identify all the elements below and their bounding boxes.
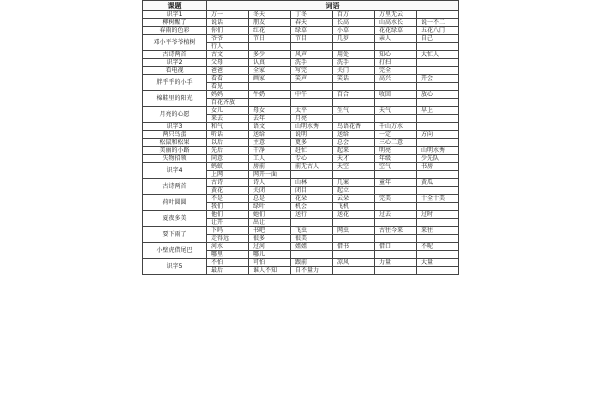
- word-cell: 几案: [333, 179, 375, 187]
- word-cell: 父母: [207, 59, 249, 67]
- word-cell: 大量: [417, 259, 459, 267]
- word-cell: 姐姐: [291, 243, 333, 251]
- word-cell: [375, 43, 417, 51]
- table-row: [143, 19, 459, 27]
- word-cell: 先后: [207, 147, 249, 155]
- table-row: [143, 59, 459, 67]
- vocabulary-table: [142, 0, 459, 275]
- lesson-title: 松鼠和松果: [143, 139, 207, 147]
- lesson-title: 美丽的小路: [143, 147, 207, 155]
- word-cell: [417, 99, 459, 107]
- lesson-title: 荷叶圆圆: [143, 195, 207, 211]
- word-cell: 去年: [249, 115, 291, 123]
- word-cell: 工人: [249, 155, 291, 163]
- word-cell: [291, 219, 333, 227]
- word-cell: 网开一面: [249, 171, 291, 179]
- lesson-title: 夏夜多美: [143, 211, 207, 227]
- word-cell: [291, 43, 333, 51]
- word-cell: 明亮: [375, 147, 417, 155]
- word-cell: 绿草: [291, 27, 333, 35]
- lesson-title: 识字5: [143, 259, 207, 275]
- word-cell: 主意: [249, 139, 291, 147]
- word-cell: 听话: [207, 131, 249, 139]
- word-cell: 山明水秀: [291, 123, 333, 131]
- lesson-title: 要下雨了: [143, 227, 207, 243]
- word-cell: 知心: [375, 51, 417, 59]
- word-cell: 蚂蚁: [207, 163, 249, 171]
- word-cell: 洗手: [291, 59, 333, 67]
- word-cell: 长高: [333, 19, 375, 27]
- word-cell: [417, 187, 459, 195]
- word-cell: [333, 99, 375, 107]
- word-cell: 花朵: [291, 195, 333, 203]
- word-cell: 起来: [333, 147, 375, 155]
- word-cell: [417, 203, 459, 211]
- header-lesson: 课题: [143, 1, 207, 11]
- word-cell: 妈妈: [207, 91, 249, 99]
- lesson-title: 识字2: [143, 59, 207, 67]
- word-cell: 古往今来: [375, 227, 417, 235]
- word-cell: 春天: [291, 19, 333, 27]
- word-cell: 女儿: [207, 107, 249, 115]
- word-cell: 飞虫: [291, 227, 333, 235]
- table-row: [143, 51, 459, 59]
- word-cell: 空气: [375, 163, 417, 171]
- word-cell: 干净: [249, 147, 291, 155]
- word-cell: 笑声: [291, 75, 333, 83]
- lesson-title: 古诗两首: [143, 51, 207, 59]
- word-cell: 红花: [249, 27, 291, 35]
- lesson-title: 胖乎乎的小手: [143, 75, 207, 91]
- lesson-title: 看电视: [143, 67, 207, 75]
- word-cell: 万里无云: [375, 11, 417, 19]
- word-cell: [375, 203, 417, 211]
- word-cell: 关闭: [249, 187, 291, 195]
- table-row: [143, 123, 459, 131]
- word-cell: [375, 235, 417, 243]
- table-row: [143, 35, 459, 43]
- header-words: 词语: [207, 1, 459, 11]
- lesson-title: 两只鸟蛋: [143, 131, 207, 139]
- word-cell: 少先队: [417, 155, 459, 163]
- lesson-title: 识字1: [143, 11, 207, 19]
- word-cell: 古文: [207, 51, 249, 59]
- word-cell: 不是: [207, 195, 249, 203]
- word-cell: [291, 171, 333, 179]
- word-cell: [291, 251, 333, 259]
- word-cell: 黄花: [207, 187, 249, 195]
- word-cell: 笑话: [333, 75, 375, 83]
- word-cell: [375, 171, 417, 179]
- word-cell: 几岁: [333, 35, 375, 43]
- word-cell: 牛奶: [249, 91, 291, 99]
- word-cell: 说话: [207, 19, 249, 27]
- word-cell: [417, 139, 459, 147]
- word-cell: 说明: [291, 131, 333, 139]
- word-cell: 百花齐放: [207, 99, 249, 107]
- word-cell: 过去: [375, 211, 417, 219]
- word-cell: 她们: [249, 211, 291, 219]
- lesson-title: 柳树醒了: [143, 19, 207, 27]
- word-cell: 生气: [333, 107, 375, 115]
- word-cell: 天才: [333, 155, 375, 163]
- table-row: [143, 155, 459, 163]
- word-cell: 中午: [291, 91, 333, 99]
- word-cell: 母女: [249, 107, 291, 115]
- word-cell: [333, 171, 375, 179]
- word-cell: 认真: [249, 59, 291, 67]
- word-cell: 借书: [333, 243, 375, 251]
- table-row: [143, 147, 459, 155]
- word-cell: 画家: [249, 75, 291, 83]
- lesson-title: 邓小平爷爷植树: [143, 35, 207, 51]
- table-row: [143, 259, 459, 267]
- word-cell: 早上: [417, 107, 459, 115]
- word-cell: 送花: [333, 211, 375, 219]
- header-row: [143, 1, 459, 11]
- word-cell: 跟前: [291, 259, 333, 267]
- word-cell: [417, 171, 459, 179]
- word-cell: 来去: [207, 115, 249, 123]
- word-cell: 黄瓜: [417, 179, 459, 187]
- word-cell: [249, 43, 291, 51]
- word-cell: 上网: [207, 171, 249, 179]
- lesson-title: 棉鞋里的阳光: [143, 91, 207, 107]
- word-cell: 山明水秀: [417, 147, 459, 155]
- word-cell: 天气: [375, 107, 417, 115]
- word-cell: 同意: [207, 155, 249, 163]
- word-cell: 网虫: [333, 227, 375, 235]
- word-cell: 房前: [249, 163, 291, 171]
- word-cell: [417, 235, 459, 243]
- word-cell: [417, 59, 459, 67]
- word-cell: [375, 187, 417, 195]
- word-cell: 关门: [333, 67, 375, 75]
- word-cell: 走得远: [207, 235, 249, 243]
- word-cell: 我们: [207, 203, 249, 211]
- word-cell: 爷爷: [207, 35, 249, 43]
- word-cell: 总会: [333, 139, 375, 147]
- word-cell: 百合: [333, 91, 375, 99]
- word-cell: 云朵: [333, 195, 375, 203]
- word-cell: 多少: [249, 51, 291, 59]
- word-cell: 闭目: [291, 187, 333, 195]
- lesson-title: 识字4: [143, 163, 207, 179]
- word-cell: 赶忙: [291, 147, 333, 155]
- word-cell: [249, 99, 291, 107]
- table-row: [143, 227, 459, 235]
- table-row: [143, 195, 459, 203]
- word-cell: 朋友: [249, 19, 291, 27]
- table-row: [143, 27, 459, 35]
- word-cell: 山林: [291, 179, 333, 187]
- word-cell: 谁人不知: [249, 267, 291, 275]
- word-cell: 鸟语花香: [333, 123, 375, 131]
- word-cell: [333, 43, 375, 51]
- lesson-title: 小壁虎借尾巴: [143, 243, 207, 259]
- word-cell: 爸爸: [207, 67, 249, 75]
- word-cell: [417, 67, 459, 75]
- word-cell: 洗手: [333, 59, 375, 67]
- word-cell: 总是: [249, 195, 291, 203]
- word-cell: 说一不二: [417, 19, 459, 27]
- word-cell: 不怕: [207, 259, 249, 267]
- word-cell: [333, 83, 375, 91]
- word-cell: 万一: [207, 11, 249, 19]
- table-row: [143, 91, 459, 99]
- table-body: [143, 11, 459, 275]
- word-cell: [417, 219, 459, 227]
- word-cell: 下吗: [207, 227, 249, 235]
- word-cell: 和气: [207, 123, 249, 131]
- table-row: [143, 11, 459, 19]
- table-row: [143, 139, 459, 147]
- word-cell: 送行: [291, 211, 333, 219]
- word-cell: 百万: [333, 11, 375, 19]
- word-cell: 放心: [417, 91, 459, 99]
- word-cell: 哪里: [207, 251, 249, 259]
- word-cell: 三心二意: [375, 139, 417, 147]
- word-cell: 书房: [417, 163, 459, 171]
- word-cell: 不呢: [417, 243, 459, 251]
- word-cell: 起立: [333, 187, 375, 195]
- word-cell: [249, 83, 291, 91]
- word-cell: 完全: [375, 67, 417, 75]
- word-cell: 山高水长: [375, 19, 417, 27]
- word-cell: 送给: [333, 131, 375, 139]
- lesson-title: 古诗两首: [143, 179, 207, 195]
- word-cell: [333, 115, 375, 123]
- word-cell: 童年: [375, 179, 417, 187]
- word-cell: 年级: [375, 155, 417, 163]
- word-cell: [333, 251, 375, 259]
- lesson-title: 识字3: [143, 123, 207, 131]
- word-cell: 凉风: [333, 259, 375, 267]
- table-row: [143, 211, 459, 219]
- word-cell: 飞机: [333, 203, 375, 211]
- word-cell: 看看: [207, 75, 249, 83]
- word-cell: 力量: [375, 259, 417, 267]
- word-cell: 语文: [249, 123, 291, 131]
- word-cell: [375, 83, 417, 91]
- table-row: [143, 131, 459, 139]
- word-cell: 千山万水: [375, 123, 417, 131]
- word-cell: 前无古人: [291, 163, 333, 171]
- word-cell: [291, 83, 333, 91]
- word-cell: [333, 219, 375, 227]
- word-cell: [375, 115, 417, 123]
- table-row: [143, 67, 459, 75]
- word-cell: 月亮: [291, 115, 333, 123]
- word-cell: 节目: [291, 35, 333, 43]
- word-cell: 完美: [375, 195, 417, 203]
- word-cell: 大忙人: [417, 51, 459, 59]
- word-cell: 方向: [417, 131, 459, 139]
- word-cell: [375, 251, 417, 259]
- word-cell: 五花八门: [417, 27, 459, 35]
- word-cell: 河水: [207, 243, 249, 251]
- word-cell: [417, 43, 459, 51]
- word-cell: 借口: [375, 243, 417, 251]
- word-cell: [417, 123, 459, 131]
- word-cell: [417, 11, 459, 19]
- word-cell: 看见: [207, 83, 249, 91]
- word-cell: 开会: [417, 75, 459, 83]
- word-cell: 可怕: [249, 259, 291, 267]
- word-cell: 自不量力: [291, 267, 333, 275]
- word-cell: [333, 267, 375, 275]
- word-cell: [333, 235, 375, 243]
- word-cell: 风声: [291, 51, 333, 59]
- table-row: [143, 75, 459, 83]
- table-row: [143, 179, 459, 187]
- word-cell: 写完: [291, 67, 333, 75]
- word-cell: 让开: [207, 219, 249, 227]
- word-cell: 诗人: [249, 179, 291, 187]
- word-cell: 全家: [249, 67, 291, 75]
- word-cell: 机会: [291, 203, 333, 211]
- word-cell: 出让: [249, 219, 291, 227]
- word-cell: 绿叶: [249, 203, 291, 211]
- word-cell: [375, 99, 417, 107]
- word-cell: 一定: [375, 131, 417, 139]
- word-cell: 很美: [291, 235, 333, 243]
- word-cell: 哪儿: [249, 251, 291, 259]
- word-cell: 你们: [207, 27, 249, 35]
- word-cell: 过河: [249, 243, 291, 251]
- word-cell: 用处: [333, 51, 375, 59]
- table-row: [143, 107, 459, 115]
- table-row: [143, 163, 459, 171]
- word-cell: [417, 267, 459, 275]
- word-cell: 最后: [207, 267, 249, 275]
- word-cell: 冬天: [249, 11, 291, 19]
- word-cell: 自己: [417, 35, 459, 43]
- word-cell: 专心: [291, 155, 333, 163]
- word-cell: 以后: [207, 139, 249, 147]
- word-cell: 他们: [207, 211, 249, 219]
- vocabulary-sheet: [142, 0, 458, 400]
- word-cell: 丁冬: [291, 11, 333, 19]
- word-cell: 花花绿草: [375, 27, 417, 35]
- lesson-title: 月亮的心愿: [143, 107, 207, 123]
- word-cell: [291, 99, 333, 107]
- word-cell: 更多: [291, 139, 333, 147]
- word-cell: [375, 219, 417, 227]
- word-cell: 天空: [333, 163, 375, 171]
- word-cell: [417, 83, 459, 91]
- word-cell: 行人: [207, 43, 249, 51]
- lesson-title: 失物招领: [143, 155, 207, 163]
- word-cell: 送给: [249, 131, 291, 139]
- word-cell: 小草: [333, 27, 375, 35]
- word-cell: 收回: [375, 91, 417, 99]
- table-row: [143, 243, 459, 251]
- word-cell: [417, 251, 459, 259]
- word-cell: 过时: [417, 211, 459, 219]
- word-cell: 亲人: [375, 35, 417, 43]
- word-cell: 古诗: [207, 179, 249, 187]
- word-cell: [417, 115, 459, 123]
- word-cell: 十全十美: [417, 195, 459, 203]
- word-cell: 来往: [417, 227, 459, 235]
- word-cell: [375, 267, 417, 275]
- word-cell: 太平: [291, 107, 333, 115]
- word-cell: 高兴: [375, 75, 417, 83]
- lesson-title: 春雨的色彩: [143, 27, 207, 35]
- word-cell: 打扫: [375, 59, 417, 67]
- word-cell: 书吧: [249, 227, 291, 235]
- word-cell: 节日: [249, 35, 291, 43]
- word-cell: 很多: [249, 235, 291, 243]
